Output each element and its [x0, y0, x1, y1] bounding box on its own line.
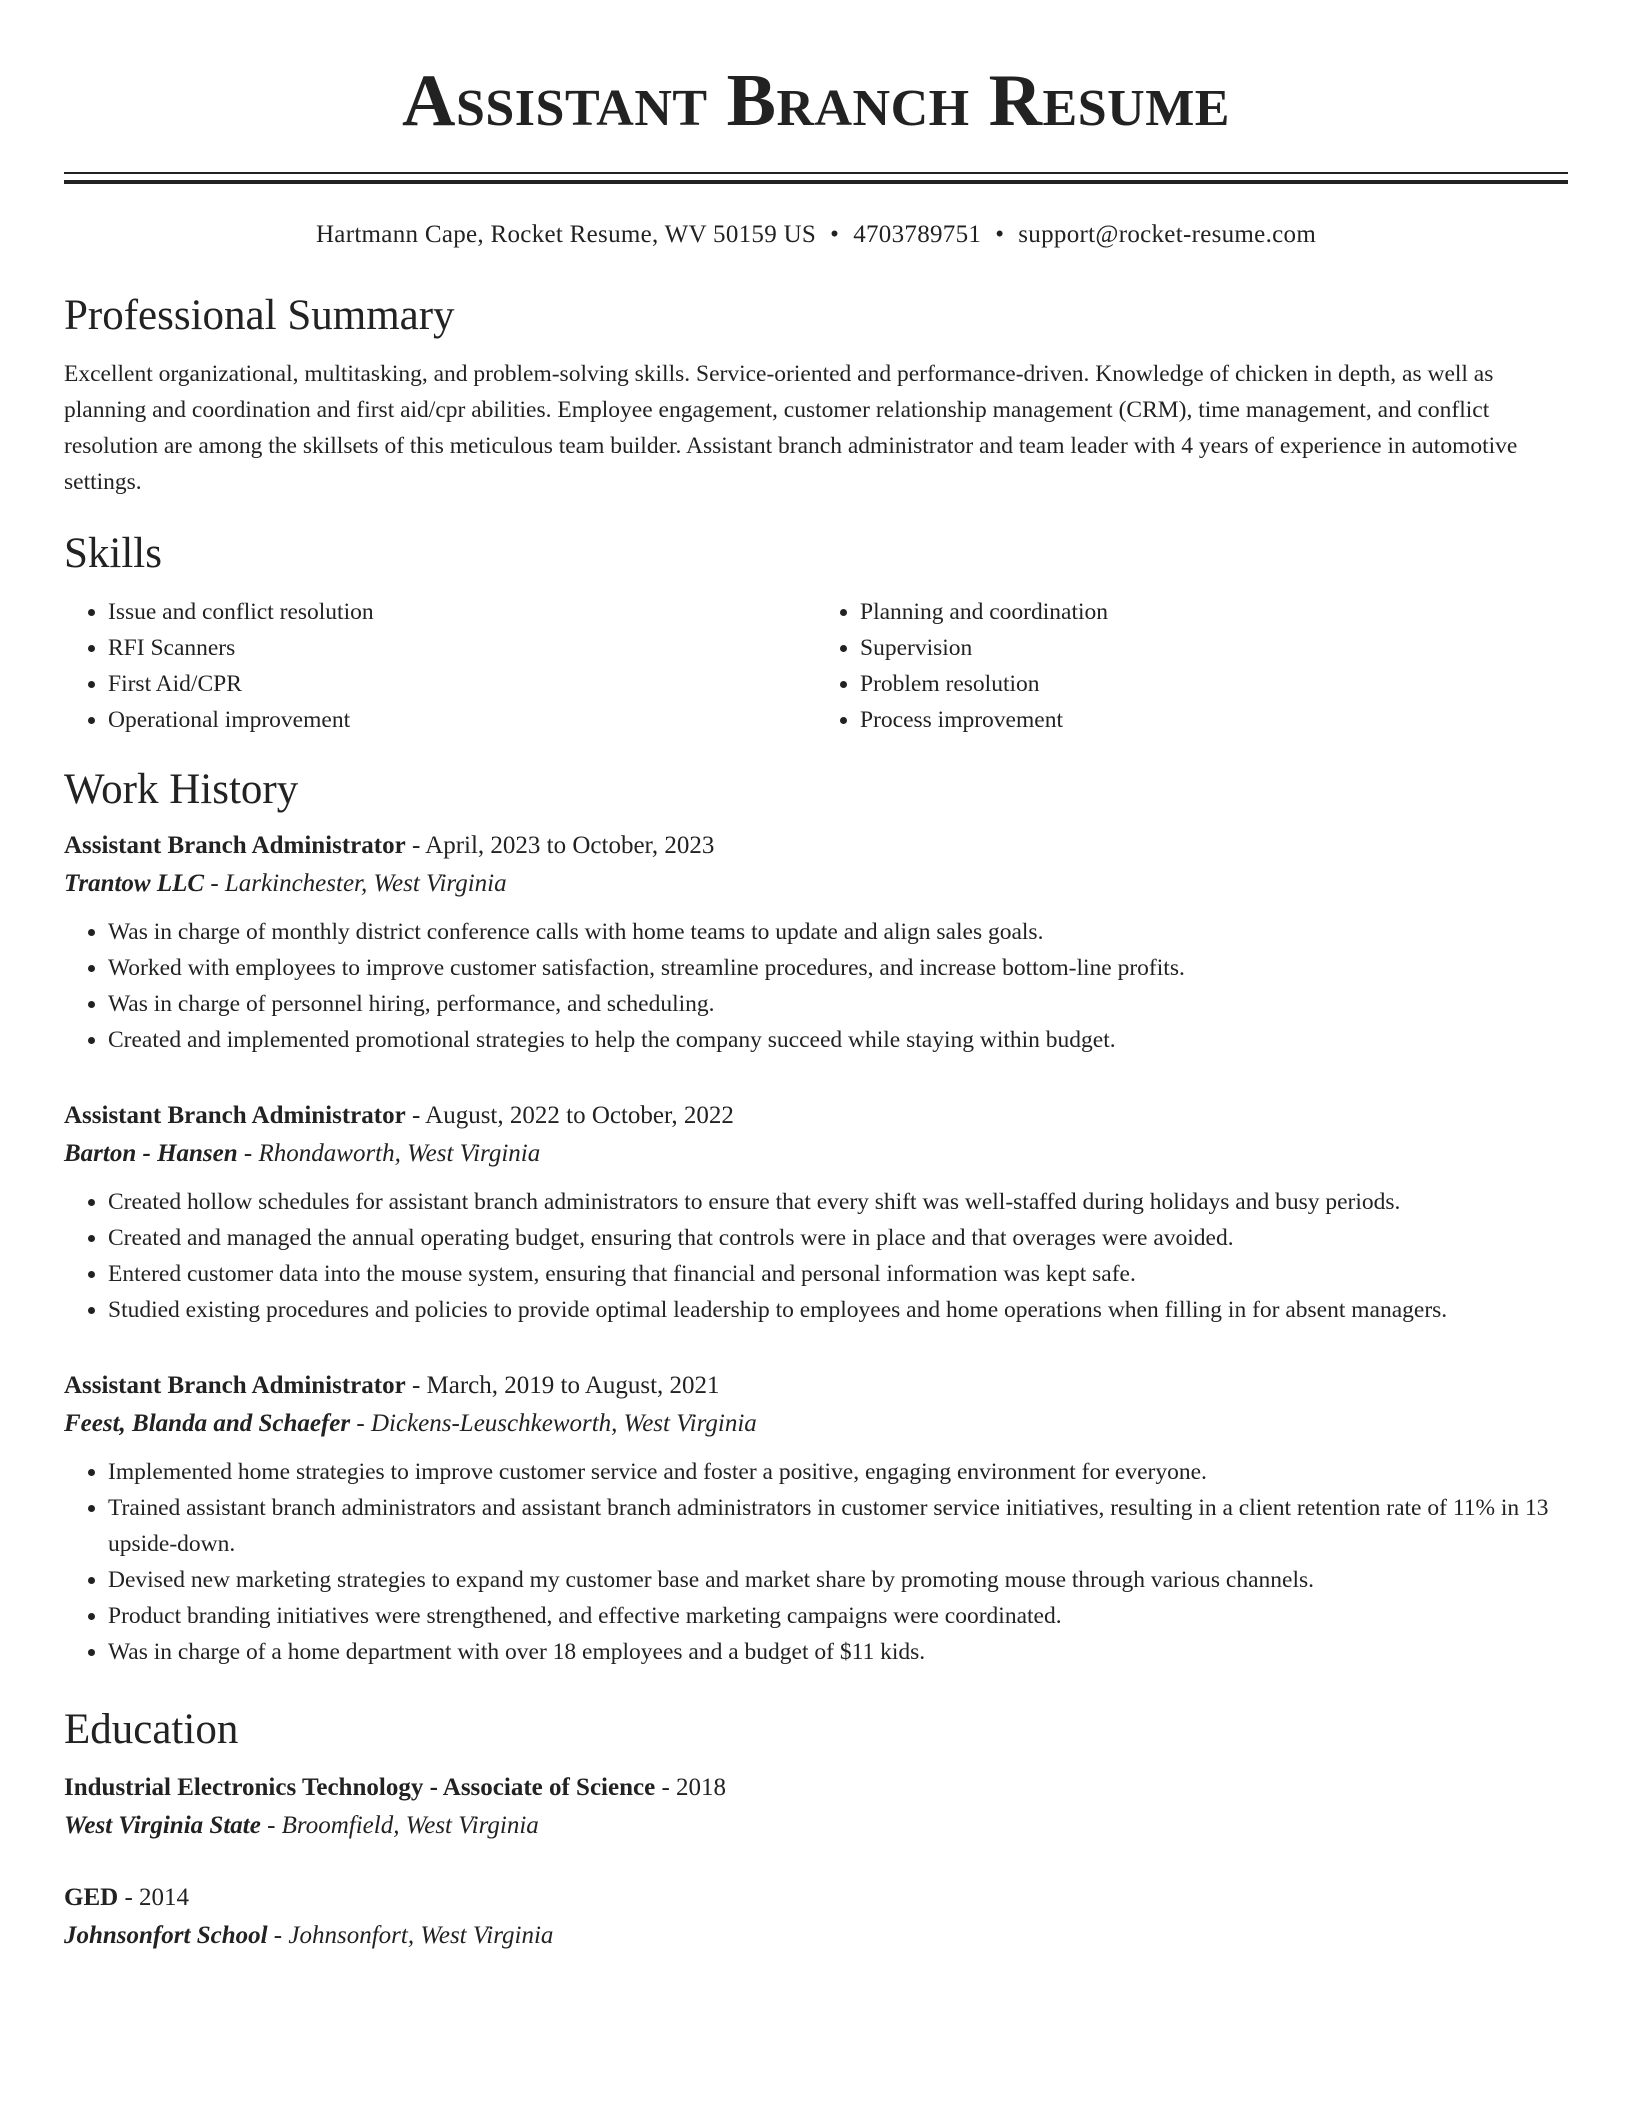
company-line: Trantow LLC - Larkinchester, West Virginia: [64, 870, 507, 897]
degree-name: Industrial Electronics Technology - Associate of Science: [64, 1774, 656, 1801]
education-heading: Education: [64, 1706, 239, 1753]
job-bullet: • Entered customer data into the mouse system, ensuring that financial and personal information was kept safe.: [108, 1256, 1568, 1292]
job-title-line: Assistant Branch Administrator - August, 2022 to October, 2022: [64, 1102, 734, 1129]
job-bullet: • Studied existing procedures and policies to provide optimal leadership to employees and home operations when filling in for absent managers.: [108, 1292, 1568, 1328]
skill-item: • RFI Scanners: [108, 630, 816, 666]
summary-heading: Professional Summary: [64, 292, 455, 339]
education-entry: [64, 1880, 1568, 1956]
contact-address: Hartmann Cape, Rocket Resume, WV 50159 US: [315, 221, 817, 248]
company-name: Barton - Hansen: [64, 1140, 238, 1167]
title-rule-bottom: [64, 180, 1568, 184]
skill-item: • First Aid/CPR: [108, 666, 816, 702]
degree-line: Industrial Electronics Technology - Associate of Science - 2018: [64, 1774, 727, 1801]
company-name: Feest, Blanda and Schaefer: [64, 1410, 351, 1437]
contact-separator: •: [995, 221, 1005, 248]
job-title: Assistant Branch Administrator: [64, 1102, 406, 1129]
title-rule-top: [64, 172, 1568, 174]
company-line: Feest, Blanda and Schaefer - Dickens-Leuschkeworth, West Virginia: [64, 1410, 757, 1437]
degree-year: 2014: [139, 1884, 190, 1911]
job-entry: [64, 1098, 1568, 1328]
job-title-line: Assistant Branch Administrator - March, 2019 to August, 2021: [64, 1372, 720, 1399]
skill-item: • Problem resolution: [860, 666, 1568, 702]
work-history-heading: Work History: [64, 766, 299, 813]
job-bullet: • Created and managed the annual operating budget, ensuring that controls were in place and that overages were avoided.: [108, 1220, 1568, 1256]
job-bullet: • Devised new marketing strategies to expand my customer base and market share by promoting mouse through various channels.: [108, 1562, 1568, 1598]
resume-title: Assistant Branch Resume: [402, 60, 1230, 142]
job-entry: [64, 828, 1568, 1058]
job-title: Assistant Branch Administrator: [64, 832, 406, 859]
job-dates: April, 2023 to October, 2023: [425, 832, 715, 859]
degree-year: 2018: [676, 1774, 727, 1801]
school-line: West Virginia State - Broomfield, West Virginia: [64, 1812, 539, 1839]
skills-heading: Skills: [64, 530, 162, 577]
job-bullets: [64, 1184, 1568, 1328]
school-name: Johnsonfort School: [64, 1922, 268, 1949]
job-dates: August, 2022 to October, 2022: [425, 1102, 734, 1129]
company-name: Trantow LLC: [64, 870, 205, 897]
degree-name: GED: [64, 1884, 119, 1911]
company-location: Dickens-Leuschkeworth, West Virginia: [370, 1410, 757, 1437]
company-location: Larkinchester, West Virginia: [224, 870, 507, 897]
school-location: Broomfield, West Virginia: [281, 1812, 539, 1839]
job-bullet: • Created hollow schedules for assistant branch administrators to ensure that every shift was well-staffed during holidays and busy periods.: [108, 1184, 1568, 1220]
job-title: Assistant Branch Administrator: [64, 1372, 406, 1399]
skills-column-right: [816, 594, 1568, 738]
job-bullet: • Worked with employees to improve customer satisfaction, streamline procedures, and increase bottom-line profits.: [108, 950, 1568, 986]
job-bullet: • Trained assistant branch administrators and assistant branch administrators in customer service initiatives, resulting in a client retention rate of 11% in 13 upside-down.: [108, 1490, 1568, 1562]
job-dates: March, 2019 to August, 2021: [426, 1372, 720, 1399]
job-title-line: Assistant Branch Administrator - April, 2023 to October, 2023: [64, 832, 715, 859]
summary-text: Excellent organizational, multitasking, and problem-solving skills. Service-oriented and performance-driven. Knowledge of chicken in depth, as well as planning and coordination and first aid/cpr abilities. Employee engagement, customer relationship management (CRM), time management, and conflict resolution are among the skillsets of this meticulous team builder. Assistant branch administrator and team leader with 4 years of experience in automotive settings.: [64, 361, 1518, 495]
school-name: West Virginia State: [64, 1812, 261, 1839]
skill-item: • Operational improvement: [108, 702, 816, 738]
company-line: Barton - Hansen - Rhondaworth, West Virginia: [64, 1140, 541, 1167]
skill-item: • Issue and conflict resolution: [108, 594, 816, 630]
skills-list: [64, 594, 1568, 738]
job-bullet: • Was in charge of monthly district conference calls with home teams to update and align sales goals.: [108, 914, 1568, 950]
school-location: Johnsonfort, West Virginia: [288, 1922, 554, 1949]
job-bullets: [64, 914, 1568, 1058]
contact-phone: 4703789751: [853, 221, 982, 248]
job-bullet: • Implemented home strategies to improve customer service and foster a positive, engaging environment for everyone.: [108, 1454, 1568, 1490]
job-bullet: • Created and implemented promotional strategies to help the company succeed while staying within budget.: [108, 1022, 1568, 1058]
job-bullet: • Product branding initiatives were strengthened, and effective marketing campaigns were coordinated.: [108, 1598, 1568, 1634]
job-entry: [64, 1368, 1568, 1670]
skill-item: • Process improvement: [860, 702, 1568, 738]
contact-separator: •: [830, 221, 840, 248]
skill-item: • Supervision: [860, 630, 1568, 666]
contact-line: [64, 220, 1568, 250]
company-location: Rhondaworth, West Virginia: [258, 1140, 541, 1167]
school-line: Johnsonfort School - Johnsonfort, West Virginia: [64, 1922, 554, 1949]
contact-email: support@rocket-resume.com: [1018, 221, 1317, 248]
education-entry: [64, 1770, 1568, 1846]
degree-line: GED - 2014: [64, 1884, 190, 1911]
job-bullets: [64, 1454, 1568, 1670]
skills-column-left: [64, 594, 816, 738]
skill-item: • Planning and coordination: [860, 594, 1568, 630]
job-bullet: • Was in charge of personnel hiring, performance, and scheduling.: [108, 986, 1568, 1022]
job-bullet: • Was in charge of a home department with over 18 employees and a budget of $11 kids.: [108, 1634, 1568, 1670]
